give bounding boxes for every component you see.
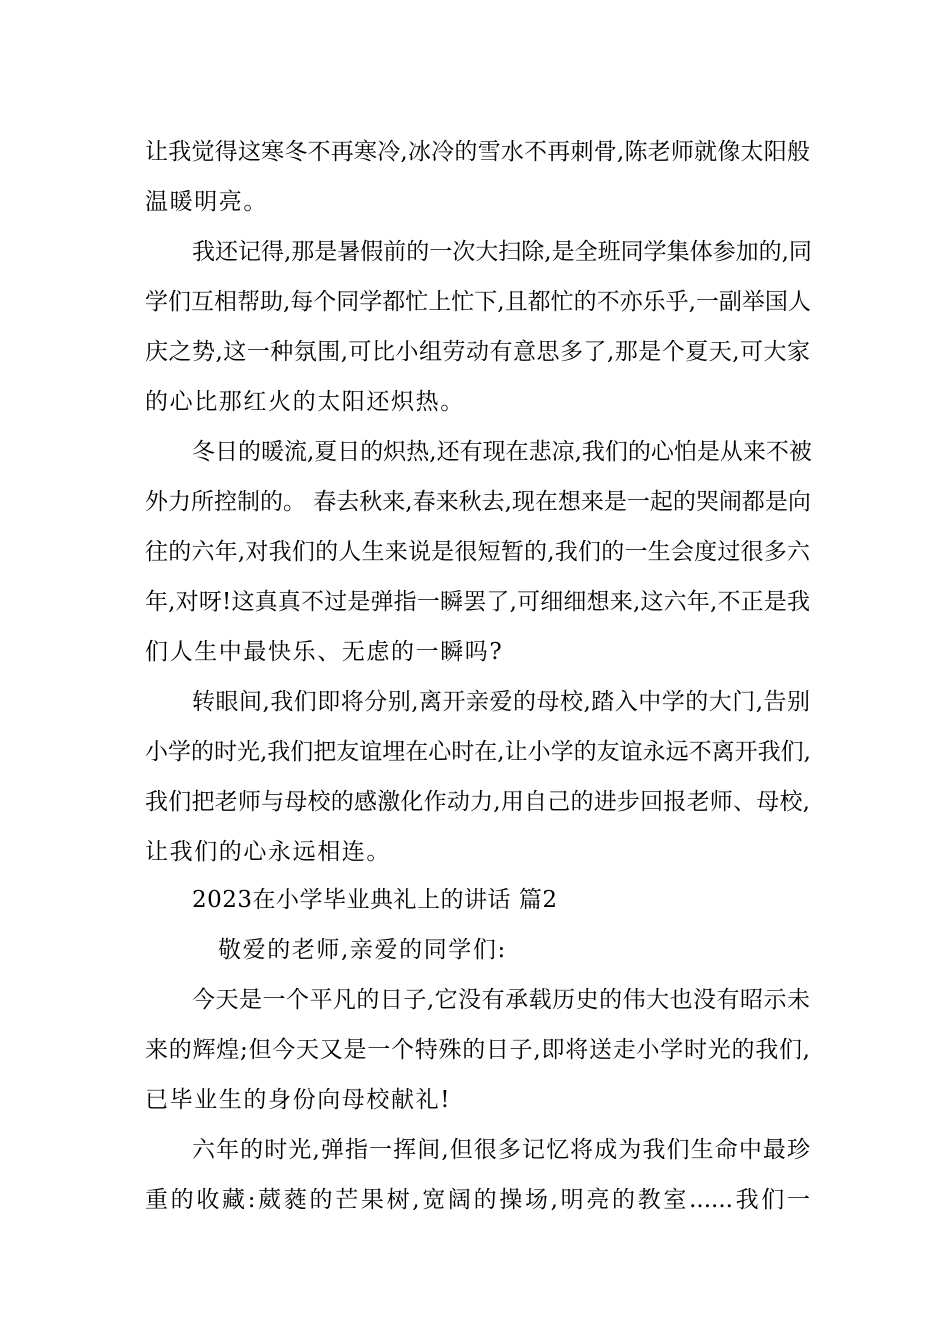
text-line: 庆之势,这一种氛围,可比小组劳动有意思多了,那是个夏天,可大家 — [145, 339, 810, 365]
text-line: 外力所控制的。 春去秋来,春来秋去,现在想来是一起的哭闹都是向 — [145, 489, 811, 515]
text-line: 学们互相帮助,每个同学都忙上忙下,且都忙的不亦乐乎,一副举国人 — [145, 289, 811, 315]
section-heading: 2023在小学毕业典礼上的讲话 篇2 — [192, 887, 558, 913]
text-line: 来的辉煌;但今天又是一个特殊的日子,即将送走小学时光的我们, — [145, 1037, 810, 1063]
text-line: 让我们的心永远相连。 — [145, 839, 391, 865]
text-line: 今天是一个平凡的日子,它没有承载历史的伟大也没有昭示未 — [192, 987, 810, 1013]
text-line: 我们把老师与母校的感激化作动力,用自己的进步回报老师、母校, — [145, 789, 810, 815]
text-line: 重的收藏:葳蕤的芒果树,宽阔的操场,明亮的教室......我们一 — [145, 1187, 810, 1213]
text-line: 六年的时光,弹指一挥间,但很多记忆将成为我们生命中最珍 — [192, 1137, 810, 1163]
salutation: 敬爱的老师,亲爱的同学们: — [218, 937, 507, 963]
text-line: 我还记得,那是暑假前的一次大扫除,是全班同学集体参加的,同 — [192, 239, 812, 265]
text-line: 的心比那红火的太阳还炽热。 — [145, 389, 465, 415]
text-line: 冬日的暖流,夏日的炽热,还有现在悲凉,我们的心怕是从来不被 — [192, 439, 812, 465]
text-line: 往的六年,对我们的人生来说是很短暂的,我们的一生会度过很多六 — [145, 539, 810, 565]
text-line: 们人生中最快乐、无虑的一瞬吗? — [145, 639, 504, 665]
text-line: 温暖明亮。 — [145, 189, 268, 215]
text-line: 已毕业生的身份向母校献礼! — [145, 1087, 452, 1113]
text-line: 让我觉得这寒冬不再寒冷,冰冷的雪水不再刺骨,陈老师就像太阳般 — [145, 139, 810, 165]
text-line: 转眼间,我们即将分别,离开亲爱的母校,踏入中学的大门,告别 — [192, 689, 810, 715]
text-line: 年,对呀!这真真不过是弹指一瞬罢了,可细细想来,这六年,不正是我 — [145, 589, 810, 615]
text-line: 小学的时光,我们把友谊埋在心时在,让小学的友谊永远不离开我们, — [145, 739, 811, 765]
